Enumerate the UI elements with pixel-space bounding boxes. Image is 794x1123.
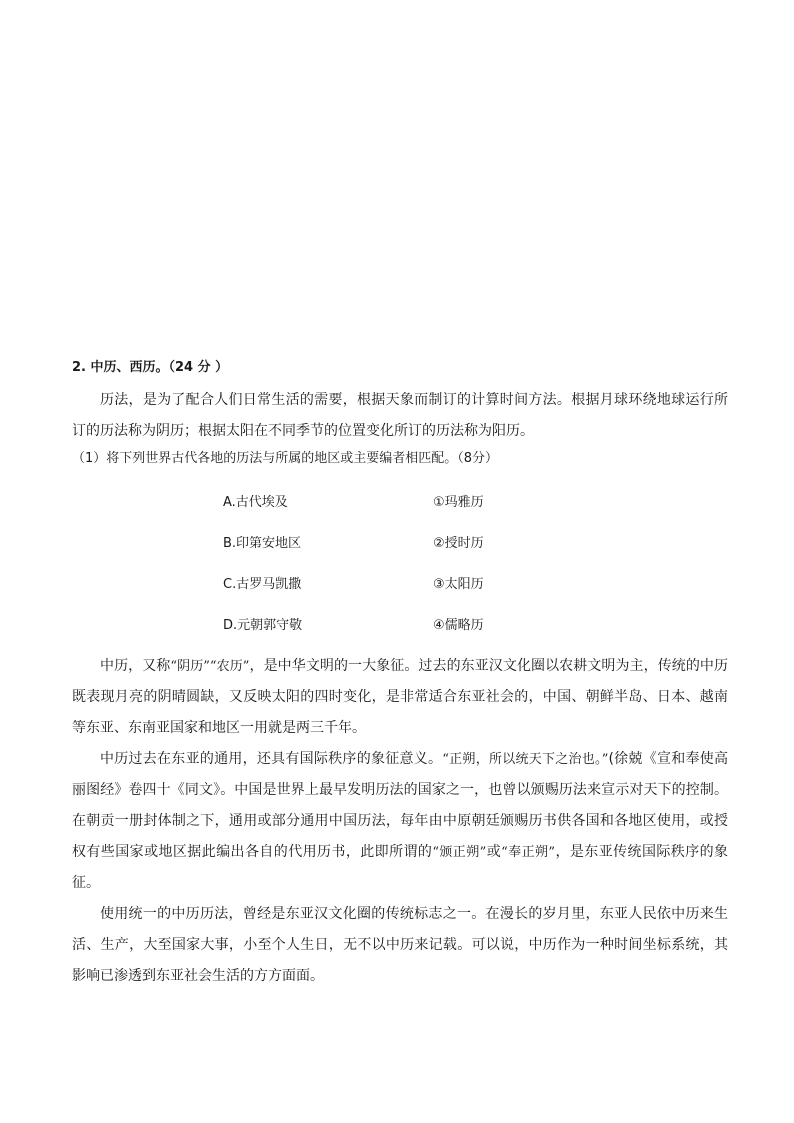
question-block xyxy=(72,358,728,992)
sub-question-1: （1）将下列世界古代各地的历法与所属的地区或主要编者相匹配。（8分） xyxy=(72,451,499,466)
text-span: (徐兢《宣和奉使高丽图经》卷四十《同文》。中国是世界上最早发明历法的国家之一，也曾以颁赐历法来宣示对天下的控制。在朝贡一册封体制之下，通用或部分通用中国历法，每年由中原朝廷颁赐历书供各国和各地区使用，或授权有些国家或地区据此编出各自的代用历书，此即所谓的 xyxy=(72,751,729,860)
matching-row xyxy=(72,531,728,557)
matching-right-item: ②授时历 xyxy=(433,536,484,551)
paragraph-cultural-symbol: 使用统一的中历历法，曾经是东亚汉文化圈的传统标志之一。在漫长的岁月里，东亚人民依中历来生活、生产，大至国家大事，小至个人生日，无不以中历来记载。可以说，中历作为一种时间坐标系统，其影响已渗透到东亚社会生活的方方面面。 xyxy=(72,906,728,984)
matching-row xyxy=(72,572,728,598)
matching-table xyxy=(72,478,728,645)
matching-right-item: ③太阳历 xyxy=(433,577,484,592)
matching-left-item: D.元朝郭守敬 xyxy=(223,618,303,633)
paragraph-international-order xyxy=(72,744,728,899)
intro-paragraph: 历法，是为了配合人们日常生活的需要，根据天象而制订的计算时间方法。根据月球环绕地球运行所订的历法称为阴历；根据太阳在不同季节的位置变化所订的历法称为阳历。 xyxy=(72,392,728,439)
quoted-term: “颁正朔” xyxy=(432,845,487,860)
quoted-term: “奉正朔” xyxy=(501,845,556,860)
quoted-citation: “正朔，所以统天下之治也。” xyxy=(442,752,609,767)
matching-left-item: A.古代埃及 xyxy=(223,495,288,510)
text-span: 中历过去在东亚的通用，还具有国际秩序的象征意义。 xyxy=(100,751,443,767)
quoted-term: “阴历”“农历” xyxy=(170,659,250,674)
text-span: ，是东亚传统国际秩序的象征。 xyxy=(72,844,729,891)
matching-row xyxy=(72,613,728,639)
matching-right-item: ④儒略历 xyxy=(433,618,484,633)
matching-left-item: C.古罗马凯撒 xyxy=(223,577,302,592)
text-span: 或 xyxy=(486,844,502,860)
text-span: 中历，又称 xyxy=(100,658,171,674)
question-title: 2. 中历、西历。（24 分 ） xyxy=(72,360,229,375)
matching-left-item: B.印第安地区 xyxy=(223,536,302,551)
matching-row xyxy=(72,490,728,516)
paragraph-zhongli xyxy=(72,651,728,744)
matching-right-item: ①玛雅历 xyxy=(433,495,484,510)
text-span: ，是中华文明的一大象征。过去的东亚汉文化圈以农耕文明为主，传统的中历既表现月亮的阴晴圆缺，又反映太阳的四时变化，是非常适合东亚社会的，中国、朝鲜半岛、日本、越南等东亚、东南亚国家和地区一用就是两三千年。 xyxy=(72,658,729,736)
